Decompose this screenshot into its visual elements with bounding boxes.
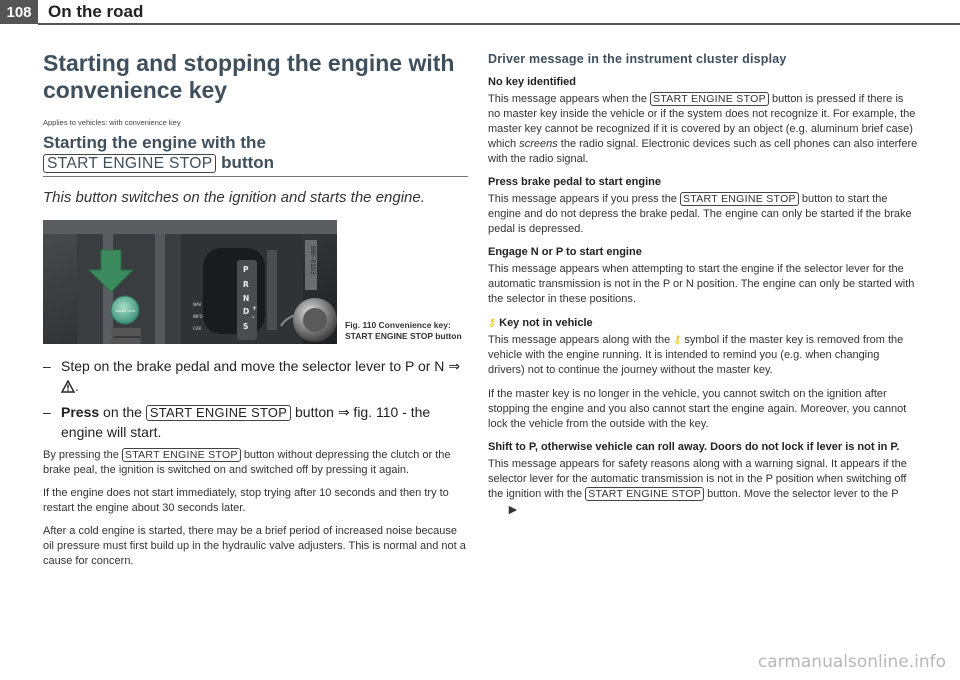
gear-n: N [243,294,250,304]
key-warning-icon: ⚷ [488,317,497,329]
msg-2-pre: This message appears if you press the [488,193,677,205]
gear-plus: + [252,305,258,313]
msg-4-pre: This message appears along with the [488,334,671,346]
step-1-ref: ⇒ [448,358,461,375]
figure-code: B8F-0103 [309,246,316,276]
msg-2-post: button to start the engine and do not depress the brake pedal. The engine can only be started if the brake pedal is depressed. [488,193,912,235]
step-1: – Step on the brake pedal and move the selector lever to P or N ⇒ . [43,358,461,395]
sub-title-pre: Starting the engine with the [43,133,266,152]
msg-key-not-in-vehicle-head [488,316,918,329]
msg-5-pre: This message appears for safety reasons along with a warning signal. It appears if the selector lever for the automatic transmission is not in the P position when switching off the ignition with the [488,458,907,500]
paragraph-1 [43,448,468,478]
msg-1-key: START ENGINE STOP [650,92,769,106]
msg-2-key: START ENGINE STOP [680,192,799,206]
step-2-key: START ENGINE STOP [146,405,291,421]
console-illustration [43,220,337,344]
msg-no-key-body [488,92,918,167]
msg-no-key-head: No key identified [488,76,577,88]
msg-key-not-in-vehicle-body [488,333,918,378]
step-1-text: Step on the brake pedal and move the selector lever to P or N [61,358,445,375]
sub-title-post: button [221,153,275,172]
paragraph-2: If the engine does not start immediately, stop trying after 10 seconds and then try to restart the engine about 30 seconds later. [43,487,449,515]
step-2: – Press on the START ENGINE STOP button ⇒ fig. 110 - the engine will start. [43,404,431,441]
right-column [488,52,918,528]
convenience-key-figure [43,220,337,344]
para-1-key: START ENGINE STOP [122,448,241,462]
info-label: INFO [193,314,203,320]
left-column [43,50,468,577]
key-symbol-icon: ⚷ [673,334,682,346]
msg-shift-p-head: Shift to P, otherwise vehicle can roll away. Doors do not lock if lever is not in P. [488,441,900,453]
gear-p: P [243,265,249,275]
step-2-post: button ⇒ fig. 110 - the engine will start. [61,404,431,441]
figure-row [43,220,468,344]
start-button-label: ENGINE STOP [115,309,136,314]
para-1-pre: By pressing the [43,449,119,462]
msg-1-post: button is pressed if there is no master key inside the vehicle or if the system does not recognize it. For example, the master key cannot be recognized if it is covered by an object (e.g. aluminum brief case) which [488,93,916,150]
continue-arrow-icon: ► [506,501,520,517]
gear-r: R [243,280,249,290]
step-2-pre: on the [103,404,142,421]
msg-5-post: button. Move the selector lever to the P [707,488,899,500]
msg-1-post2: the radio signal. Electronic devices such as cell phones can also interfere with the radio signal. [488,138,918,165]
msg-brake-body [488,192,918,237]
main-title: Starting and stopping the engine with convenience key [43,50,455,103]
msg-5-key: START ENGINE STOP [585,487,704,501]
paragraph-3: After a cold engine is started, there may be a brief period of increased noise because oil pressure must first build up in the hydraulic valve adjusters. This is normal and not a cause for concern. [43,525,466,568]
msg-brake-head: Press brake pedal to start engine [488,176,662,188]
gear-minus: - [252,314,255,322]
watermark: carmanualsonline.info [757,652,946,672]
warning-icon [61,380,75,393]
section-title: On the road [48,2,144,21]
page-number: 108 [0,0,38,24]
msg-1-pre: This message appears when the [488,93,647,105]
msg-shift-p-body [488,457,918,519]
gear-s: S [243,322,249,332]
msg-4-head-text: Key not in vehicle [499,317,593,329]
msg-key-not-in-vehicle-body-2: If the master key is no longer in the vehicle, you cannot switch on the ignition after stopping the engine and you also cannot start the engine again. Moreover, you cannot lock the vehicle from the outside with the key. [488,388,907,430]
msg-1-italic: screens [519,138,558,150]
sub-title [43,133,468,177]
intro-text: This button switches on the ignition and starts the engine. [43,189,425,207]
msg-4-post: symbol if the master key is removed from the vehicle with the engine running. It is intended to remind you (e.g. when changing drivers) not to continue the journey without the master key. [488,334,904,376]
figure-caption: Fig. 110 Convenience key: START ENGINE STOP button [345,320,462,342]
car-label: CAR [193,326,202,332]
start-engine-stop-key: START ENGINE STOP [43,154,216,173]
msg-engage-head: Engage N or P to start engine [488,246,642,258]
applies-note: Applies to vehicles: with convenience key [43,118,181,127]
nav-label: NAV [193,302,202,308]
driver-message-title: Driver message in the instrument cluster display [488,52,787,66]
step-2-bold: Press [61,404,100,421]
page-header [0,0,960,24]
header-rule [38,23,960,25]
msg-engage-body: This message appears when attempting to start the engine if the selector lever for the automatic transmission is not in the P or N position. The engine can only be started with the selector in these positions. [488,263,915,305]
para-1-post: button without depressing the clutch or the brake peal, the ignition is switched on and switched off by pressing it again. [43,449,451,477]
gear-d: D [243,307,250,317]
